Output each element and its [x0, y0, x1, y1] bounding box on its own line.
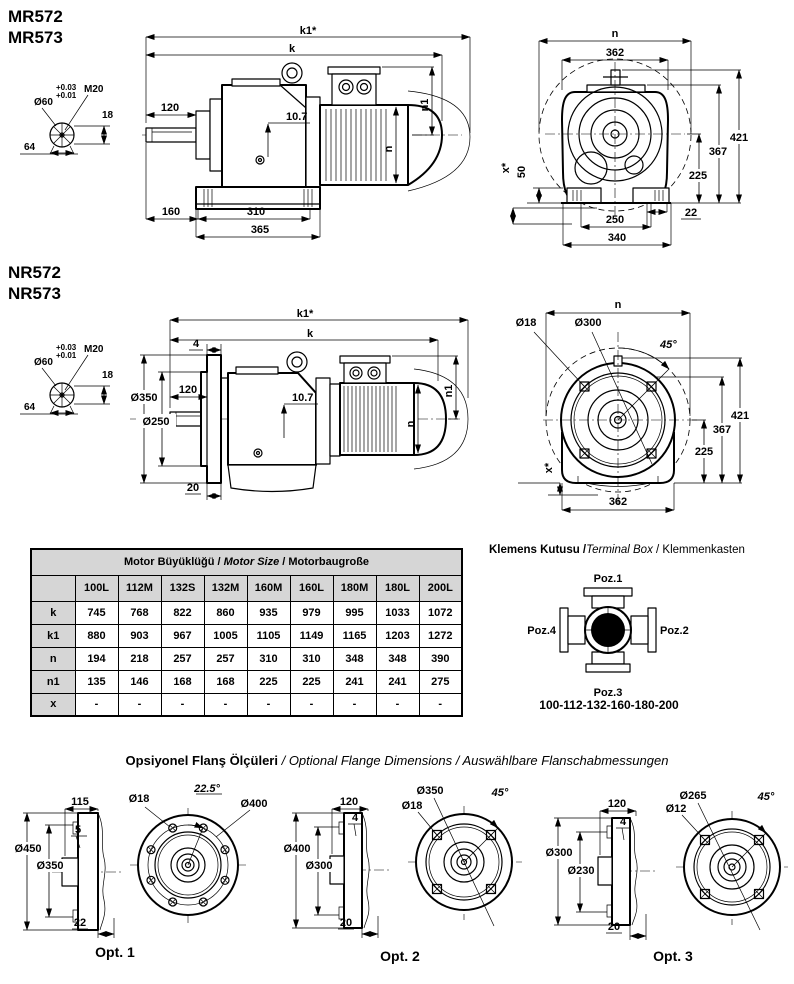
terminal-box-title [489, 544, 745, 556]
dim-n: n [611, 28, 619, 40]
opt3-section-view [543, 798, 656, 940]
dim-367: 367 [708, 146, 728, 158]
value-cell: 880 [75, 624, 118, 647]
value-cell: - [376, 693, 419, 716]
opt2-front-view [402, 785, 522, 926]
dim-angle-22-5: 22.5° [194, 783, 220, 795]
value-cell: 979 [290, 601, 333, 624]
mr-side-view-drawing [140, 23, 485, 260]
dim-20: 20 [186, 482, 200, 494]
terminal-box-title-en: Terminal Box [586, 544, 653, 556]
dim-115: 115 [71, 796, 89, 808]
model-mr572: MR572 [8, 7, 63, 26]
value-cell: 348 [376, 647, 419, 670]
dim-tol-upper: +0.03 [56, 83, 77, 92]
value-cell: 1165 [333, 624, 376, 647]
value-cell: 1072 [419, 601, 462, 624]
dim-365: 365 [250, 224, 270, 236]
dim-spigot: Ø300 [574, 317, 602, 329]
dim-tol-lower: +0.01 [56, 351, 77, 360]
dim-hub-width: 64 [24, 142, 36, 153]
dim-10-7: 10.7 [292, 392, 314, 404]
mr-side-geometry [142, 63, 470, 209]
model-mr573: MR573 [8, 28, 63, 47]
dim-20: 20 [339, 917, 353, 929]
value-cell: 1149 [290, 624, 333, 647]
value-cell: 168 [204, 670, 247, 693]
dim-362: 362 [605, 47, 625, 59]
dim-shaft-diameter: Ø60 [34, 97, 53, 108]
dim-bolt-hole: Ø18 [515, 317, 537, 329]
terminal-box-geometry [560, 588, 656, 672]
cable-gland [591, 613, 625, 647]
value-cell: 225 [247, 670, 290, 693]
value-cell: 995 [333, 601, 376, 624]
dim-bolt-12: Ø12 [665, 803, 687, 815]
dim-421: 421 [730, 410, 750, 422]
value-cell: 310 [290, 647, 333, 670]
col-header: 180L [376, 575, 419, 601]
value-cell: 768 [118, 601, 161, 624]
dim-key-width: 18 [102, 370, 114, 381]
table-row [31, 647, 462, 670]
dim-362: 362 [608, 496, 628, 508]
col-header: 160L [290, 575, 333, 601]
dim-tol-lower: +0.01 [56, 91, 77, 100]
row-label: n1 [31, 670, 75, 693]
opt2-section-view [282, 796, 390, 938]
value-cell: 903 [118, 624, 161, 647]
value-cell: - [161, 693, 204, 716]
dim-tol-upper: +0.03 [56, 343, 77, 352]
dim-310: 310 [246, 206, 266, 218]
terminal-box-title-tr: Klemens Kutusu / [489, 544, 587, 556]
value-cell: - [204, 693, 247, 716]
dim-angle: 45° [660, 339, 677, 351]
dim-bc-400: Ø400 [240, 798, 268, 810]
corner-cell [31, 575, 75, 601]
table-row [31, 624, 462, 647]
dim-thread: M20 [84, 344, 104, 355]
dim-k1: k1* [296, 308, 314, 320]
model-nr573: NR573 [8, 284, 61, 303]
value-cell: 135 [75, 670, 118, 693]
value-cell: - [118, 693, 161, 716]
dim-22: 22 [73, 917, 87, 929]
table-title-tr: Motor Büyüklüğü / [123, 556, 224, 569]
dim-angle-45: 45° [491, 787, 509, 799]
dim-angle-45: 45° [757, 791, 775, 803]
opt1-label: Opt. 1 [95, 944, 135, 960]
motor-size-table [30, 548, 463, 717]
col-header: 200L [419, 575, 462, 601]
nr-side-geometry [130, 352, 468, 492]
value-cell: 257 [204, 647, 247, 670]
dim-421: 421 [729, 132, 749, 144]
value-cell: 1105 [247, 624, 290, 647]
value-cell: 1203 [376, 624, 419, 647]
col-header: 132S [161, 575, 204, 601]
table-row [31, 601, 462, 624]
dim-od-450: Ø450 [14, 843, 42, 855]
nr-side-view-drawing [100, 298, 480, 510]
dim-k: k [306, 328, 314, 340]
value-cell: 168 [161, 670, 204, 693]
dim-20: 20 [607, 921, 621, 933]
value-cell: - [75, 693, 118, 716]
row-label: k [31, 601, 75, 624]
value-cell: 1033 [376, 601, 419, 624]
table-row [31, 670, 462, 693]
opt1-front-view [129, 783, 268, 923]
nr-front-view-drawing [488, 290, 793, 544]
table-title-de: / Motorbaugroße [279, 556, 370, 569]
col-header: 132M [204, 575, 247, 601]
dim-225: 225 [688, 170, 708, 182]
opt3-label: Opt. 3 [653, 948, 693, 964]
row-label: x [31, 693, 75, 716]
flange-title-rest: / Optional Flange Dimensions / Auswählbare Flanschabmessungen [277, 753, 669, 768]
value-cell: 310 [247, 647, 290, 670]
value-cell: 275 [419, 670, 462, 693]
dim-4: 4 [351, 812, 359, 824]
flange-section-title [0, 753, 794, 768]
flange-opt2-drawing [282, 778, 540, 946]
col-header: 180M [333, 575, 376, 601]
terminal-box-title-de: / Klemmenkasten [652, 544, 745, 556]
col-header: 100L [75, 575, 118, 601]
dim-225: 225 [694, 446, 714, 458]
value-cell: 241 [376, 670, 419, 693]
opt1-section-view [12, 796, 122, 938]
value-cell: 860 [204, 601, 247, 624]
dim-120: 120 [607, 798, 627, 810]
table-row [31, 693, 462, 716]
dim-spigot-300: Ø300 [305, 860, 333, 872]
value-cell: - [419, 693, 462, 716]
table-title-row [31, 549, 462, 575]
dim-spigot: Ø250 [142, 416, 170, 428]
dim-bolt-18: Ø18 [401, 800, 423, 812]
model-title-nr [8, 262, 61, 304]
opt3-front-view [666, 790, 788, 930]
dim-k1: k1* [299, 25, 317, 37]
model-nr572: NR572 [8, 263, 61, 282]
value-cell: 194 [75, 647, 118, 670]
value-cell: 935 [247, 601, 290, 624]
value-cell: 967 [161, 624, 204, 647]
dim-hub-width: 64 [24, 402, 36, 413]
value-cell: - [333, 693, 376, 716]
value-cell: 822 [161, 601, 204, 624]
table-title-en: Motor Size [223, 556, 280, 569]
dim-bc-350: Ø350 [416, 785, 444, 797]
value-cell: 390 [419, 647, 462, 670]
dim-key-width: 18 [102, 110, 114, 121]
col-header: 160M [247, 575, 290, 601]
dim-shaft-diameter: Ø60 [34, 357, 53, 368]
value-cell: 146 [118, 670, 161, 693]
value-cell: - [290, 693, 333, 716]
dim-4: 4 [619, 816, 627, 828]
model-title-mr [8, 6, 63, 48]
dim-k: k [288, 43, 296, 55]
terminal-box-diagram [526, 570, 696, 700]
poz1-label: Poz.1 [593, 573, 623, 585]
poz4-label: Poz.4 [527, 625, 556, 637]
terminal-box-sizes: 100-112-132-160-180-200 [539, 698, 679, 712]
dim-22: 22 [684, 207, 698, 219]
value-cell: - [247, 693, 290, 716]
value-cell: 1005 [204, 624, 247, 647]
dim-50: 50 [516, 165, 528, 179]
dim-n: n [405, 420, 417, 428]
table-header-row [31, 575, 462, 601]
dim-x: x* [500, 162, 512, 174]
value-cell: 241 [333, 670, 376, 693]
dim-flange-od: Ø350 [130, 392, 158, 404]
value-cell: 218 [118, 647, 161, 670]
value-cell: 225 [290, 670, 333, 693]
opt2-label: Opt. 2 [380, 948, 420, 964]
dim-4: 4 [192, 338, 200, 350]
flange-title-tr: Opsiyonel Flanş Ölçüleri [125, 753, 278, 768]
flange-opt3-drawing [538, 778, 794, 946]
row-label: k1 [31, 624, 75, 647]
dim-120: 120 [339, 796, 359, 808]
mr-front-view-drawing [487, 20, 792, 264]
table-title [31, 549, 462, 575]
flange-opt1-drawing [10, 778, 278, 946]
dim-x: x* [543, 462, 555, 474]
dim-250: 250 [605, 214, 625, 226]
col-header: 112M [118, 575, 161, 601]
dim-bc-265: Ø265 [679, 790, 707, 802]
dim-n: n [614, 299, 622, 311]
mr-shaft-detail-drawing [18, 78, 143, 173]
value-cell: 348 [333, 647, 376, 670]
value-cell: 1272 [419, 624, 462, 647]
dim-120: 120 [160, 102, 180, 114]
dim-n1: n1 [443, 384, 455, 398]
dim-367: 367 [712, 424, 732, 436]
row-label: n [31, 647, 75, 670]
dim-spigot-350: Ø350 [36, 860, 64, 872]
value-cell: 745 [75, 601, 118, 624]
dim-bolt-18: Ø18 [128, 793, 150, 805]
dim-10-7: 10.7 [286, 111, 308, 123]
poz3-label: Poz.3 [593, 687, 623, 699]
dim-120: 120 [178, 384, 198, 396]
dim-340: 340 [607, 232, 627, 244]
poz2-label: Poz.2 [660, 625, 689, 637]
dim-spigot-230: Ø230 [567, 865, 595, 877]
dim-160: 160 [161, 206, 181, 218]
dim-5: 5 [74, 824, 82, 836]
dim-thread: M20 [84, 84, 104, 95]
value-cell: 257 [161, 647, 204, 670]
dim-n: n [383, 145, 395, 153]
dim-od-300: Ø300 [545, 847, 573, 859]
dim-od-400: Ø400 [283, 843, 311, 855]
dim-n1: n1 [419, 98, 431, 112]
